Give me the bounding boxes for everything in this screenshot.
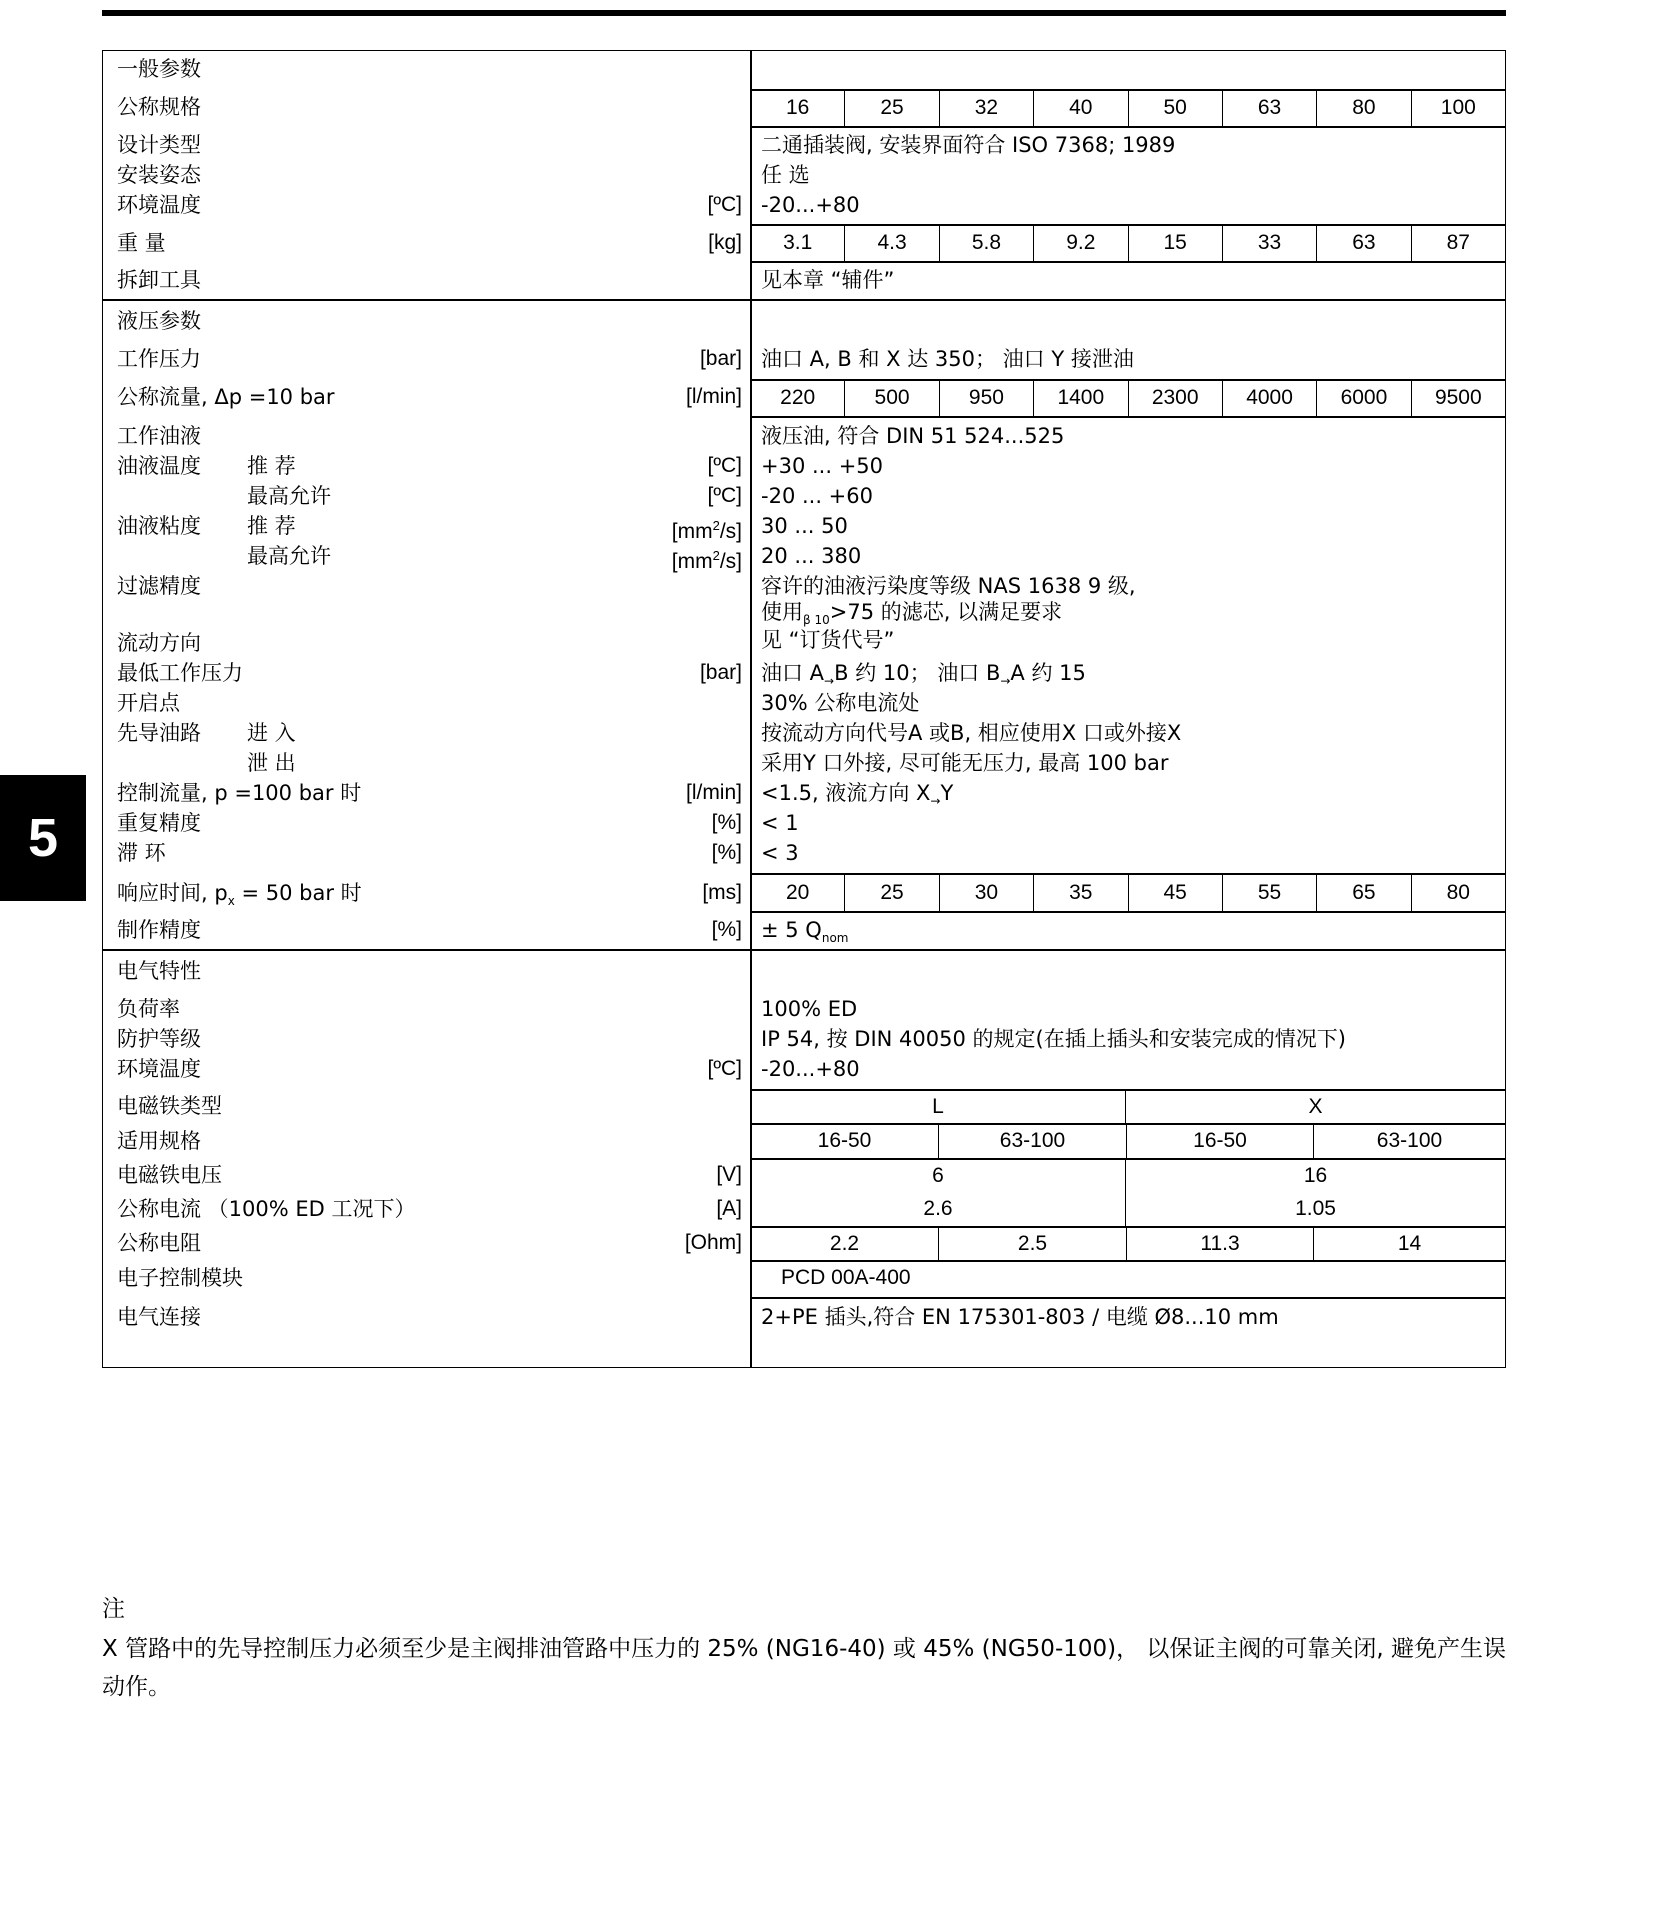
flow-cell: 9500 — [1411, 380, 1505, 416]
tolerance-unit: [%] — [711, 918, 742, 941]
resistance-cell: 14 — [1313, 1227, 1505, 1260]
connection-label: 电气连接 — [117, 1305, 201, 1329]
temp-max-value: -20 ... +60 — [761, 484, 873, 508]
viscosity-unit: $[mm^2/s]$ — [671, 518, 742, 543]
response-cell: 30 — [939, 874, 1033, 911]
weight-cell: 87 — [1411, 225, 1505, 261]
current-label: 公称电流 （100% ED 工况下） — [117, 1197, 416, 1221]
flow-cell: 2300 — [1128, 380, 1222, 416]
filtration-value-2: 使用$_{\beta 10}$>75 的滤芯, 以满足要求 — [761, 600, 1063, 628]
weight-label: 重 量 — [117, 231, 166, 255]
arrow-icon: → — [1000, 674, 1011, 689]
cracking-value: 30% 公称电流处 — [761, 691, 920, 715]
arrow-icon: → — [930, 794, 941, 809]
resistance-cell: 11.3 — [1126, 1227, 1313, 1260]
ambient-temp-value: -20...+80 — [761, 1057, 860, 1081]
filtration-value-1: 容许的油液污染度等级 NAS 1638 9 级, — [761, 574, 1136, 598]
viscosity-recommended-value: 30 ... 50 — [761, 514, 848, 538]
min-pressure-label: 最低工作压力 — [117, 661, 243, 685]
size-cell: 25 — [844, 90, 938, 126]
electrical-header: 电气特性 — [117, 959, 201, 983]
note-text: X 管路中的先导控制压力必须至少是主阀排油管路中压力的 25% (NG16-40) 或 45% (NG50-100)， 以保证主阀的可靠关闭, 避免产生误动作。 — [102, 1636, 1507, 1700]
pressure-value: 油口 A, B 和 X 达 350； 油口 Y 接泄油 — [761, 347, 1134, 371]
mounting-value: 任 选 — [761, 163, 810, 187]
ambient-temp-unit: [ºC] — [707, 193, 742, 216]
protection-value: IP 54, 按 DIN 40050 的规定(在插上插头和安装完成的情况下) — [761, 1027, 1346, 1051]
size-cell: 63 — [1222, 90, 1316, 126]
fluid-label: 工作油液 — [117, 424, 201, 448]
resistance-label: 公称电阻 — [117, 1231, 201, 1255]
flow-cell: 6000 — [1316, 380, 1410, 416]
weight-cell: 15 — [1128, 225, 1222, 261]
recommended-label: 推 荐 — [247, 514, 296, 538]
current-unit: [A] — [716, 1197, 742, 1220]
spec-table — [102, 50, 1506, 1368]
tool-value: 见本章 “辅件” — [761, 268, 895, 292]
module-value: PCD 00A-400 — [781, 1266, 911, 1289]
nominal-flow-label: 公称流量, Δp =10 bar — [117, 385, 335, 409]
pilot-out-value: 采用Y 口外接, 尽可能无压力, 最高 100 bar — [761, 751, 1169, 775]
arrow-icon: → — [824, 674, 835, 689]
repeat-label: 重复精度 — [117, 811, 201, 835]
fluid-temp-label: 油液温度 — [117, 454, 201, 478]
flow-cell: 950 — [939, 380, 1033, 416]
nominal-flow-unit: [l/min] — [685, 385, 742, 408]
viscosity-max-value: 20 ... 380 — [761, 544, 862, 568]
response-cell: 65 — [1316, 874, 1410, 911]
viscosity-unit: $[mm^2/s]$ — [671, 548, 742, 573]
range-cell: 63-100 — [1313, 1124, 1505, 1158]
top-rule — [102, 10, 1506, 16]
nominal-flow-row — [751, 380, 1505, 416]
resistance-cell: 2.2 — [829, 1231, 860, 1255]
pilot-label: 先导油路 — [117, 721, 201, 745]
response-cell: 80 — [1411, 874, 1505, 911]
hydraulic-header: 液压参数 — [117, 309, 201, 333]
section-tab: 5 — [0, 775, 86, 901]
type-x-cell: X — [1125, 1090, 1505, 1123]
tool-label: 拆卸工具 — [117, 268, 201, 292]
response-cell: 45 — [1128, 874, 1222, 911]
pilot-in-label: 进 入 — [247, 721, 296, 745]
size-cell: 32 — [939, 90, 1033, 126]
size-cell: 80 — [1316, 90, 1410, 126]
fluid-value: 液压油, 符合 DIN 51 524...525 — [761, 424, 1065, 448]
flow-cell: 500 — [844, 380, 938, 416]
duty-label: 负荷率 — [117, 997, 180, 1021]
connection-value: 2+PE 插头,符合 EN 175301-803 / 电缆 Ø8...10 mm — [761, 1305, 1279, 1329]
recommended-label: 推 荐 — [247, 454, 296, 478]
size-cell: 16 — [786, 96, 810, 119]
range-cell: 16-50 — [1126, 1124, 1313, 1158]
hysteresis-label: 滞 环 — [117, 841, 166, 865]
control-flow-label: 控制流量, p =100 bar 时 — [117, 781, 362, 805]
section-divider — [103, 299, 1505, 301]
mounting-label: 安装姿态 — [117, 163, 201, 187]
section-divider — [103, 949, 1505, 951]
pilot-in-value: 按流动方向代号A 或B, 相应使用X 口或外接X — [761, 721, 1182, 745]
max-allowed-label: 最高允许 — [247, 484, 331, 508]
temp-recommended-value: +30 ... +50 — [761, 454, 884, 478]
size-cell: 100 — [1411, 90, 1505, 126]
current-x-value: 1.05 — [1295, 1197, 1336, 1220]
current-l-value: 2.6 — [923, 1197, 953, 1220]
response-cell: 20 — [786, 880, 810, 904]
type-l-cell: L — [932, 1094, 944, 1118]
response-cell: 35 — [1033, 874, 1127, 911]
min-pressure-unit: [bar] — [699, 661, 742, 684]
duty-value: 100% ED — [761, 997, 858, 1021]
direction-label: 流动方向 — [117, 631, 201, 655]
nominal-size-label: 公称规格 — [117, 95, 201, 119]
voltage-label: 电磁铁电压 — [117, 1163, 222, 1187]
voltage-unit: [V] — [716, 1163, 742, 1186]
filtration-label: 过滤精度 — [117, 574, 201, 598]
control-flow-value: <1.5, 液流方向 $X_\to Y$ — [761, 781, 954, 809]
viscosity-label: 油液粘度 — [117, 514, 201, 538]
repeat-value: < 1 — [761, 811, 799, 835]
pilot-out-label: 泄 出 — [247, 751, 296, 775]
protection-label: 防护等级 — [117, 1027, 201, 1051]
control-flow-unit: [l/min] — [685, 781, 742, 804]
weight-unit: [kg] — [708, 231, 742, 254]
ambient-temp-label: 环境温度 — [117, 1057, 201, 1081]
size-cell: 40 — [1033, 90, 1127, 126]
size-cell: 50 — [1128, 90, 1222, 126]
ambient-temp-unit: [ºC] — [707, 1057, 742, 1080]
max-allowed-label: 最高允许 — [247, 544, 331, 568]
weight-cell: 33 — [1222, 225, 1316, 261]
response-row — [751, 874, 1505, 911]
resistance-unit: [Ohm] — [684, 1231, 742, 1254]
weight-cell: 9.2 — [1033, 225, 1127, 261]
tolerance-value: ± 5 $Q_{nom}$ — [761, 918, 849, 946]
weight-cell: 63 — [1316, 225, 1410, 261]
ambient-temp-label: 环境温度 — [117, 193, 201, 217]
temp-unit: [ºC] — [707, 454, 742, 477]
hysteresis-unit: [%] — [711, 841, 742, 864]
flow-cell: 4000 — [1222, 380, 1316, 416]
module-label: 电子控制模块 — [117, 1266, 243, 1290]
resistance-row — [751, 1227, 1505, 1260]
tolerance-label: 制作精度 — [117, 918, 201, 942]
solenoid-type-label: 电磁铁类型 — [117, 1094, 222, 1118]
flow-cell: 1400 — [1033, 380, 1127, 416]
range-cell: 63-100 — [938, 1124, 1126, 1158]
weight-cell: 5.8 — [939, 225, 1033, 261]
min-pressure-value: 油口 $A_\to B$ 约 10； 油口 $B_\to A$ 约 15 — [761, 661, 1086, 689]
hysteresis-value: < 3 — [761, 841, 799, 865]
pressure-label: 工作压力 — [117, 347, 201, 371]
weight-cell: 4.3 — [844, 225, 938, 261]
design-value: 二通插装阀, 安装界面符合 ISO 7368; 1989 — [761, 133, 1176, 157]
voltage-x-value: 16 — [1303, 1163, 1328, 1187]
temp-unit: [ºC] — [707, 484, 742, 507]
resistance-cell: 2.5 — [938, 1227, 1126, 1260]
flow-cell: 220 — [780, 386, 816, 409]
response-label: 响应时间, $p_x = 50$ bar 时 — [117, 881, 362, 909]
cracking-label: 开启点 — [117, 691, 180, 715]
response-unit: [ms] — [702, 881, 742, 904]
weight-cell: 3.1 — [783, 231, 813, 254]
solenoid-type-row — [751, 1090, 1505, 1123]
nominal-size-row — [751, 90, 1505, 126]
ambient-temp-value: -20...+80 — [761, 193, 860, 217]
response-cell: 25 — [844, 874, 938, 911]
voltage-current-block — [751, 1159, 1505, 1226]
note-title: 注 — [102, 1596, 125, 1622]
direction-value: 见 “订货代号” — [761, 628, 895, 652]
weight-row — [751, 225, 1505, 261]
range-cell: 16-50 — [817, 1129, 872, 1152]
response-cell: 55 — [1222, 874, 1316, 911]
general-header: 一般参数 — [117, 57, 201, 81]
voltage-l-value: 6 — [932, 1163, 944, 1187]
repeat-unit: [%] — [711, 811, 742, 834]
applicable-row — [751, 1124, 1505, 1158]
design-label: 设计类型 — [117, 133, 201, 157]
pressure-unit: [bar] — [699, 347, 742, 370]
applicable-label: 适用规格 — [117, 1129, 201, 1153]
